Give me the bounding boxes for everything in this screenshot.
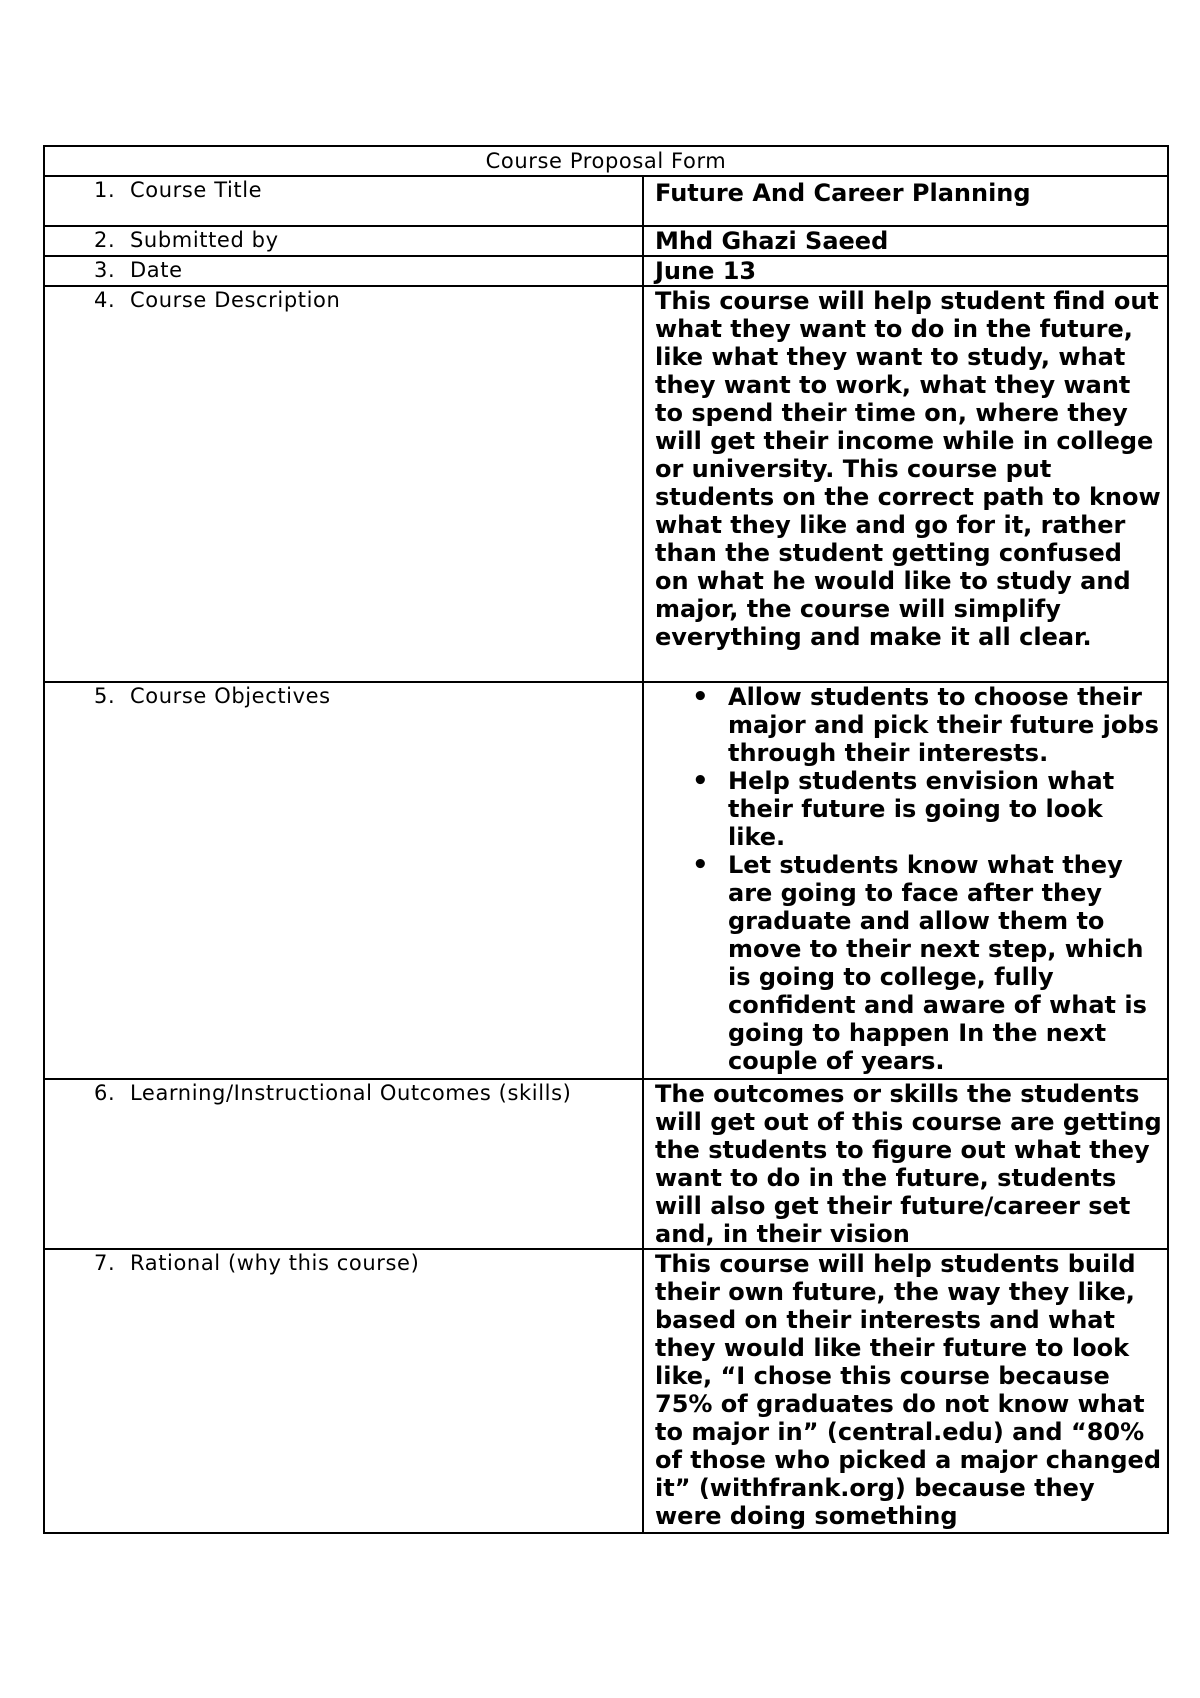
field-value-cell	[643, 1249, 1168, 1533]
form-title: Course Proposal Form	[44, 146, 1168, 176]
objective-text: Let students know what they are going to face after they graduate and allow them to move to their next step, which is going to college, fully confident and aware of what is going to happen In the next couple of years.	[728, 851, 1147, 1075]
field-label-cell	[44, 286, 643, 682]
objective-text: Help students envision what their future is going to look like.	[728, 767, 1115, 851]
bullet-icon: •	[692, 766, 709, 796]
table-row	[44, 226, 1168, 256]
field-label-date: Date	[130, 258, 183, 282]
bullet-icon: •	[692, 850, 709, 880]
bullet-icon: •	[692, 682, 709, 712]
field-label-cell	[44, 176, 643, 226]
field-label-cell	[44, 256, 643, 286]
course-title-value: Future And Career Planning	[655, 179, 1031, 207]
field-number: 4.	[94, 288, 116, 312]
field-value-cell	[643, 682, 1168, 1079]
field-number: 2.	[94, 228, 116, 252]
field-label-course-objectives: Course Objectives	[130, 684, 331, 708]
date-value: June 13	[655, 257, 757, 285]
field-value-cell	[643, 256, 1168, 286]
field-value-cell	[643, 176, 1168, 226]
table-row	[44, 176, 1168, 226]
table-row	[44, 1079, 1168, 1249]
list-item	[692, 682, 1163, 767]
submitted-by-value: Mhd Ghazi Saeed	[655, 227, 889, 255]
objective-text: Allow students to choose their major and pick their future jobs through their interests.	[728, 683, 1159, 767]
field-label-cell	[44, 1249, 643, 1533]
field-label-submitted-by: Submitted by	[130, 228, 279, 252]
field-value-cell	[643, 226, 1168, 256]
objectives-list	[644, 683, 1167, 1075]
field-number: 7.	[94, 1251, 116, 1275]
field-label-cell	[44, 226, 643, 256]
rational-value: This course will help students build their own future, the way they like, based on their interests and what they would like their future to look like, “I chose this course because 75% of graduates do not know what to major in” (central.edu) and “80% of those who picked a major changed it” (withfrank.org) because they were doing something	[655, 1250, 1162, 1530]
learning-outcomes-value: The outcomes or skills the students will get out of this course are getting the students to figure out what they want to do in the future, students will also get their future/career set and, in their vision	[655, 1080, 1162, 1248]
field-value-cell	[643, 286, 1168, 682]
field-value-cell	[643, 1079, 1168, 1249]
table-row	[44, 286, 1168, 682]
field-label-course-description: Course Description	[130, 288, 341, 312]
list-item	[692, 766, 1163, 851]
field-number: 1.	[94, 178, 116, 202]
field-number: 3.	[94, 258, 116, 282]
field-number: 6.	[94, 1081, 116, 1105]
field-label-learning-outcomes: Learning/Instructional Outcomes (skills)	[130, 1081, 572, 1105]
field-label-course-title: Course Title	[130, 178, 263, 202]
table-row	[44, 256, 1168, 286]
table-row	[44, 682, 1168, 1079]
field-label-cell	[44, 682, 643, 1079]
table-row	[44, 1249, 1168, 1533]
course-proposal-table	[43, 145, 1169, 1534]
field-label-rational: Rational (why this course)	[130, 1251, 420, 1275]
course-description-value: This course will help student find out what they want to do in the future, like what they want to study, what they want to work, what they want to spend their time on, where they will get their income while in college or university. This course put students on the correct path to know what they like and go for it, rather than the student getting confused on what he would like to study and major, the course will simplify everything and make it all clear.	[655, 287, 1161, 651]
field-number: 5.	[94, 684, 116, 708]
field-label-cell	[44, 1079, 643, 1249]
list-item	[692, 850, 1163, 1075]
